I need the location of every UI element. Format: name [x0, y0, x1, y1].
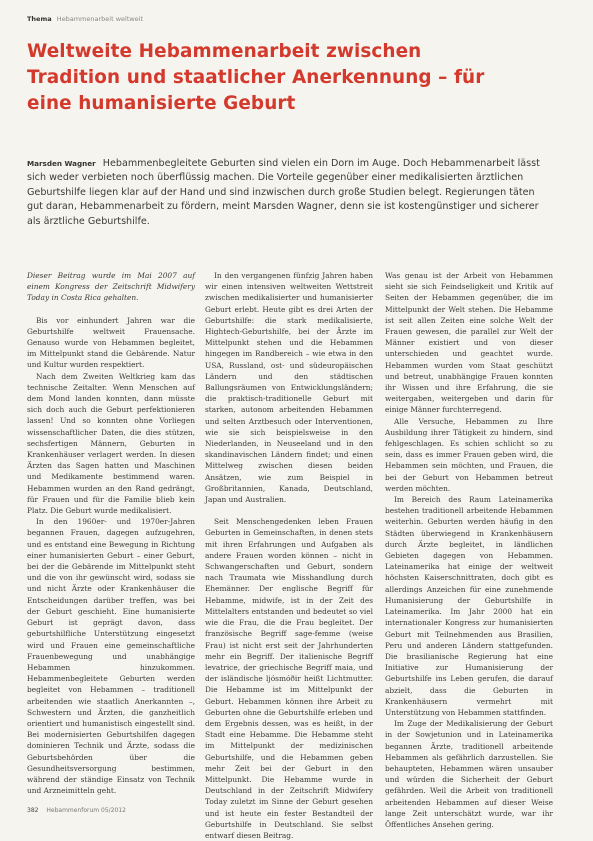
paragraph: Seit Menschengedenken leben Frauen Geburten in Gemeinschaften, in denen stets mit ihren Erfahrungen und Aufgaben als andere Frauen worden können – nicht in Schwangerschaften und Geburt, sondern nach Traumata wie Misshandlung durch Ehemänner. Der englische Begriff für Hebamme, midwife, ist in der Zeit des Mittelalters entstanden und bedeutet so viel wie die Frau, die die Frau begleitet. Der französische Begriff sage-femme (weise Frau) ist nicht erst seit der Jahrhunderten mehr ein Begriff. Der italienische Begriff levatrice, der griechische Begriff maia, und der isländische ljósmóðir heißt Lichtmutter. Die Hebamme ist im Mittelpunkt der Geburt. Hebammen können ihre Arbeit zu Geburten ohne die Geburtshilfe erleben und dem Ergebnis dessen, was es heißt, in der Stadt eine Hebamme. Die Hebamme steht im Mittelpunkt der medizinischen Geburtshilfe, und die Hebammen geben mehr Zeit bei der Geburt in den Mittelpunkt. Die Hebamme wurde in Deutschland in der Zeitschrift Midwifery Today zuletzt im Sinne der Geburt gesehen und ist heute ein fester Bestandteil der Geburtshilfe in Deutschland. Sie selbst entwarf diesen Beitrag. — [205, 517, 373, 840]
paragraph: Im Zuge der Medikalisierung der Geburt in der Sowjetunion und in Lateinamerika begannen Ärzte, traditionell arbeitende Hebammen als gefährlich darzustellen. Sie behaupteten, Hebammen wären unsauber und würden die Sicherheit der Geburt gefährden. Weil die Arbeit von traditionell arbeitenden Hebammen auf dieser Weise lange Zeit unterschätzt wurde, war ihr Öffentliches Ansehen gering. — [385, 719, 553, 829]
text-column-3 — [385, 270, 553, 829]
article-title: Weltweite Hebammenarbeit zwischen Tradition und staatlicher Anerkennung – für eine humanisierte Geburt — [27, 41, 485, 114]
section-kicker — [27, 15, 143, 23]
paragraph: Was genau ist der Arbeit von Hebammen sieht sie sich Feindseligkeit und Kritik auf Seiten der Hebammen gegenüber, die im Mittelpunkt der Welt stehen. Die Hebamme ist seit allen Zeiten eine solche Welt der Frauen gewesen, die parallel zur Welt der Männer existiert und von dieser unterschieden und geachtet wurde. Hebammen wurden vom Staat geschützt und betreut, unabhängige Frauen konnten ihr Wissen und ihre Erfahrung, die sie weitergaben, weitergeben und darin für einige Männer furchterregend. — [385, 271, 553, 415]
lead-text: Hebammenbegleitete Geburten sind vielen ein Dorn im Auge. Doch Hebammenarbeit lässt sich weder verbieten noch überflüssig machen. Die Vorteile gegenüber einer medikalisierten ärztlichen Geburtshilfe liegen klar auf der Hand und sind inzwischen durch große Studien belegt. Regierungen täten gut daran, Hebammenarbeit zu fördern, meint Marsden Wagner, denn sie ist kostengünstiger und sicherer als ärztliche Geburtshilfe. — [27, 158, 540, 227]
paragraph: Bis vor einhundert Jahren war die Geburtshilfe weltweit Frauensache. Genauso wurde von Hebammen begleitet, im Mittelpunkt stand die Gebärende. Natur und Kultur wurden respektiert. — [27, 315, 195, 370]
text-column-2 — [205, 270, 373, 840]
section-topic: Hebammenarbeit weltweit — [56, 15, 144, 23]
editorial-note: Dieser Beitrag wurde im Mai 2007 auf einem Kongress der Zeitschrift Midwifery Today in Costa Rica gehalten. — [27, 271, 195, 303]
paragraph: Im Bereich des Raum Lateinamerika bestehen traditionell arbeitende Hebammen weiterhin. Geburten werden häufig in den Städten überwiegend in Krankenhäusern durch Ärzte begleitet, in ländlichen Gebieten dagegen von Hebammen. Lateinamerika hat einige der weltweit höchsten Kaiserschnittraten, doch gibt es allerdings Anzeichen für eine zunehmende Humanisierung der Geburtshilfe in Lateinamerika. Im Jahr 2000 hat ein internationaler Kongress zur humanisierten Geburt mit Teilnehmenden aus Brasilien, Peru und anderen Ländern stattgefunden. Die brasilianische Regierung hat eine Initiative zur Humanisierung der Geburtshilfe ins Leben gerufen, die darauf abzielt, dass die Geburten in Krankenhäusern vermehrt mit Unterstützung von Hebammen stattfinden. — [385, 495, 553, 717]
journal-issue: Hebammenforum 05/2012 — [46, 807, 126, 814]
page-number: 382 — [27, 807, 39, 814]
section-label: Thema — [27, 15, 52, 23]
text-column-1 — [27, 270, 195, 797]
page-footer — [27, 807, 126, 814]
paragraph: In den 1960er- und 1970er-Jahren begannen Frauen, dagegen aufzugehren, und es entstand eine Bewegung in Richtung einer humanisierten Geburt – einer Geburt, bei der die Gebärende im Mittelpunkt steht und die von ihr gewünscht wird, sodass sie und nicht Ärzte oder Krankenhäuser die Entscheidungen darüber treffen, was bei der Geburt geschieht. Eine humanisierte Geburt ist geprägt davon, dass geburtshilfliche Unterstützung eingesetzt wird und Frauen eine gemeinschaftliche Frauenbewegung und unabhängige Hebammen hinzukommen. Hebammenbegleitete Geburten werden begleitet von Hebammen – traditionell arbeitenden wie staatlich Anerkannten –, Schwestern und Ärzten, die ganzheitlich orientiert und humanistisch eingestellt sind. Bei modernisierten Geburtshilfen dagegen dominieren Technik und Ärzte, sodass die Geburtsbehörden über die Gesundheitsversorgung bestimmen, während der ständige Einsatz von Technik und Arzneimitteln geht. — [27, 517, 195, 796]
author-name: Marsden Wagner — [27, 159, 96, 168]
paragraph: Nach dem Zweiten Weltkrieg kam das technische Zeitalter. Wenn Menschen auf dem Mond landen konnten, dann müsste sich doch auch die Geburt perfektionieren lassen! Und so konnten ohne Vorliegen wissenschaftlicher Daten, die dies stützen, sechsfertigen Männern, Geburten in Krankenhäuser verlagert werden. In diesen Ärzten das Sagen hatten und Maschinen und Medikamente bestimmend waren. Hebammen wurden an den Rand gedrängt, für Frauen und für die Familie blieb kein Platz. Die Geburt wurde medikalisiert. — [27, 371, 195, 516]
paragraph: In den vergangenen fünfzig Jahren haben wir einen intensiven weltweiten Wettstreit zwischen medikalisierter und humanisierter Geburt erlebt. Heute gibt es drei Arten der Geburtshilfe: die stark medikalisierte, Hightech-Geburtshilfe, bei der Ärzte im Mittelpunkt stehen und die Hebammen hingegen im Randbereich – wie etwa in den USA, Russland, ost- und südeuropäischen Ländern und den städtischen Ballungsräumen von Entwicklungsländern; die praktisch-traditionelle Geburt mit starken, autonom arbeitenden Hebammen und selten Arztbesuch oder Interventionen, wie sie sich beispielsweise in den Niederlanden, in Neuseeland und in den skandinavischen Ländern findet; und einen Mittelweg zwischen diesen beiden Ansätzen, wie zum Beispiel in Großbritannien, Kanada, Deutschland, Japan und Australien. — [205, 271, 373, 505]
paragraph: Alle Versuche, Hebammen zu Ihre Ausbildung ihrer Tätigkeit zu hindern, sind fehlgeschlagen. Es schien schlicht so zu sein, dass es immer Frauen geben wird, die Hebammen sein möchten, und Frauen, die bei der Geburt von Hebammen betreut werden möchten. — [385, 416, 553, 493]
article-lead — [27, 157, 547, 229]
